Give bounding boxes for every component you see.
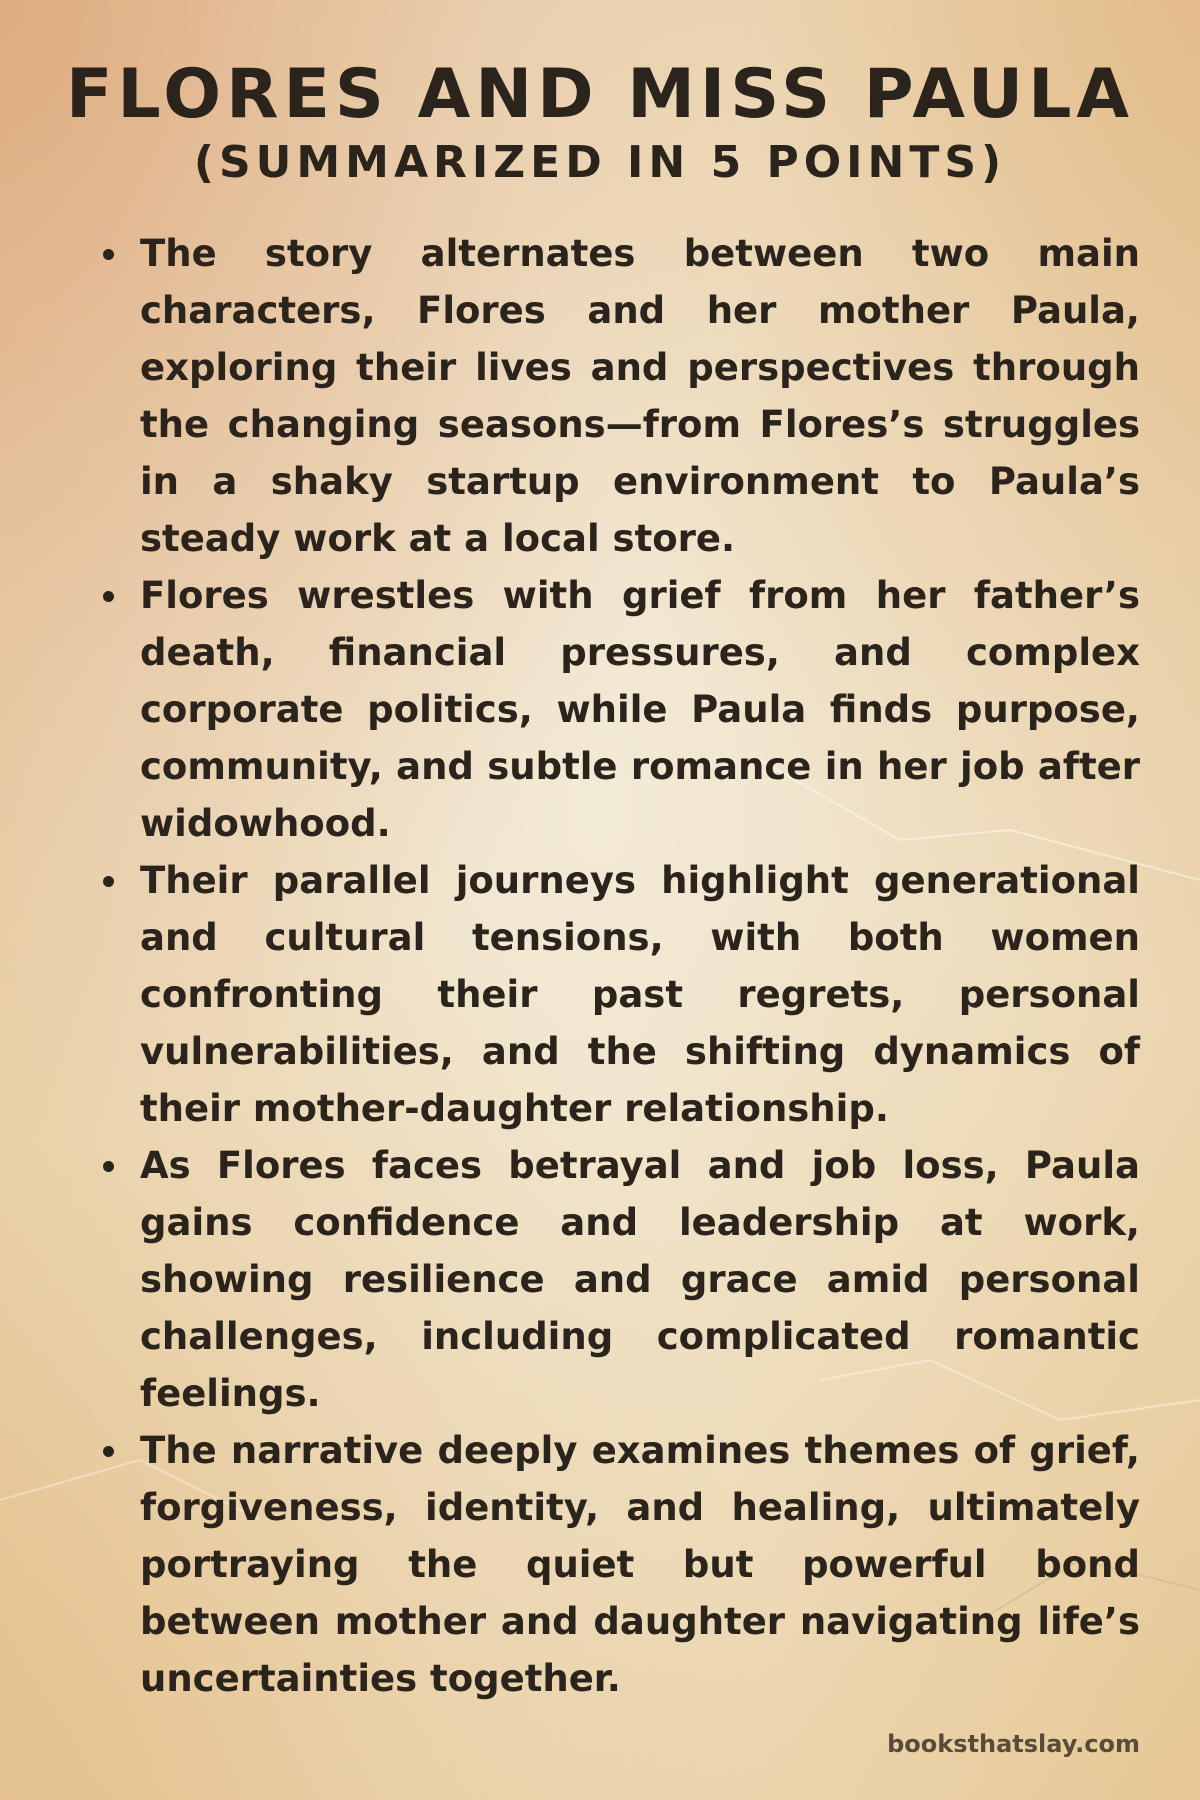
bullet-icon — [103, 1161, 114, 1172]
summary-point-text: As Flores faces betrayal and job loss, Paula gains confidence and leadership at work, showing resilience and grace amid personal challenges, including complicated romantic feelings. — [140, 1144, 1140, 1415]
summary-point — [100, 225, 1140, 567]
title-block — [0, 55, 1200, 191]
summary-point — [100, 1422, 1140, 1707]
summary-point-text: The story alternates between two main characters, Flores and her mother Paula, exploring their lives and perspectives through the changing seasons—from Flores’s struggles in a shaky startup environment to Paula’s steady work at a local store. — [140, 232, 1140, 560]
page-subtitle: (SUMMARIZED IN 5 POINTS) — [193, 137, 1007, 188]
bullet-icon — [103, 876, 114, 887]
summary-point — [100, 852, 1140, 1137]
bullet-icon — [103, 1446, 114, 1457]
summary-points-list — [100, 225, 1140, 1707]
bullet-icon — [103, 249, 114, 260]
summary-point-text: The narrative deeply examines themes of grief, forgiveness, identity, and healing, ultimately portraying the quiet but powerful bond between mother and daughter navigating life’s uncertainties together. — [140, 1429, 1140, 1700]
site-watermark: booksthatslay.com — [887, 1730, 1140, 1758]
summary-point — [100, 1137, 1140, 1422]
bullet-icon — [103, 591, 114, 602]
summary-point-text: Their parallel journeys highlight generational and cultural tensions, with both women confronting their past regrets, personal vulnerabilities, and the shifting dynamics of their mother-daughter relationship. — [140, 859, 1140, 1130]
page-title: FLORES AND MISS PAULA — [65, 55, 1135, 134]
summary-point-text: Flores wrestles with grief from her father’s death, financial pressures, and complex corporate politics, while Paula finds purpose, community, and subtle romance in her job after widowhood. — [140, 574, 1140, 845]
summary-point — [100, 567, 1140, 852]
